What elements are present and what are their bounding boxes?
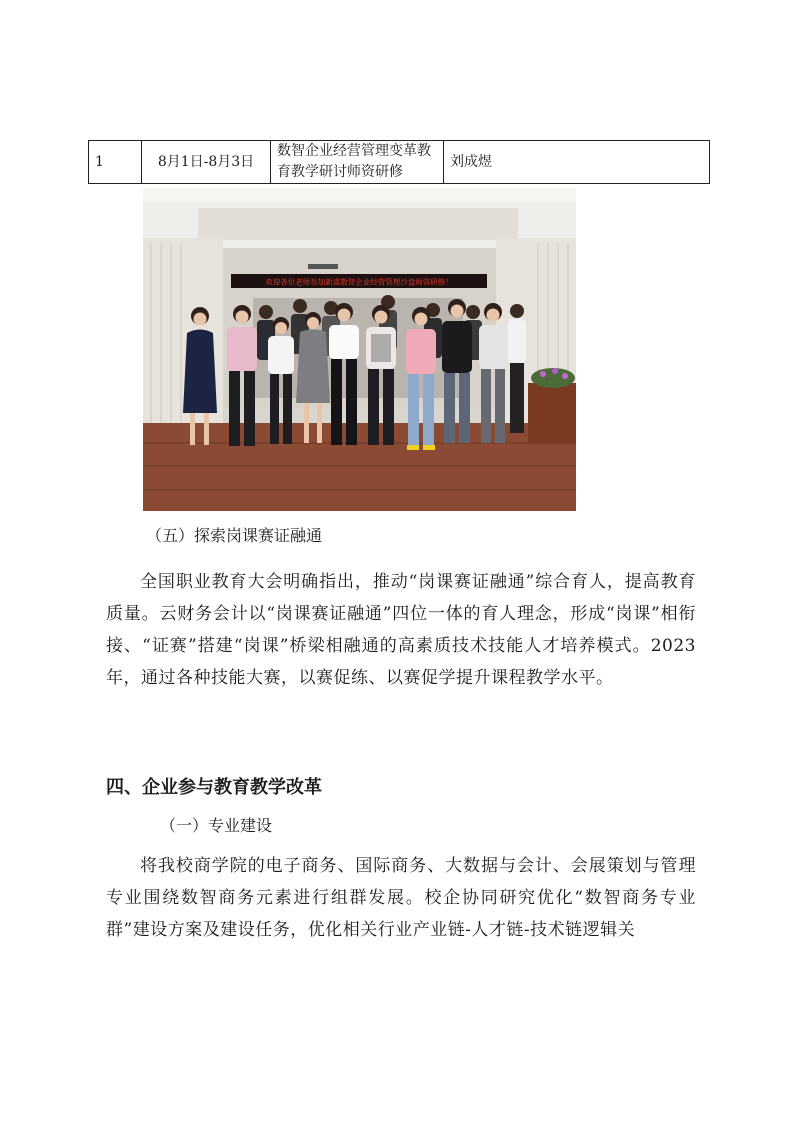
section4-sub1-paragraph: 将我校商学院的电子商务、国际商务、大数据与会计、会展策划与管理专业围绕数智商务元素进行组群发展。校企协同研究优化“数智商务专业群”建设方案及建设任务，优化相关行业产业链-人才链-技术链逻辑关	[106, 856, 696, 940]
section5-heading: （五）探索岗课赛证融通	[146, 526, 323, 545]
section4-heading: 四、企业参与教育教学改革	[106, 777, 322, 798]
banner-text: 欢迎各位老师参加新道数智企业经营管理沙盘师资研修！	[265, 277, 453, 287]
row-index: 1	[89, 141, 142, 184]
table-row	[89, 141, 710, 184]
row-title: 数智企业经营管理变革教育教学研讨师资研修	[271, 141, 444, 184]
row-date: 8月1日-8月3日	[142, 141, 271, 184]
section5-paragraph: 全国职业教育大会明确指出，推动“岗课赛证融通”综合育人，提高教育质量。云财务会计以“岗课赛证融通”四位一体的育人理念，形成“岗课”相衔接、“证赛”搭建“岗课”桥梁相融通的高素质技术技能人才培养模式。2023年，通过各种技能大赛，以赛促练、以赛促学提升课程教学水平。	[106, 572, 696, 688]
group-photo	[143, 188, 576, 511]
section4-sub1-heading: （一）专业建设	[160, 816, 273, 835]
group-photo-illustration	[143, 188, 576, 511]
training-schedule-table	[88, 140, 710, 184]
row-teacher: 刘成煜	[444, 141, 710, 184]
